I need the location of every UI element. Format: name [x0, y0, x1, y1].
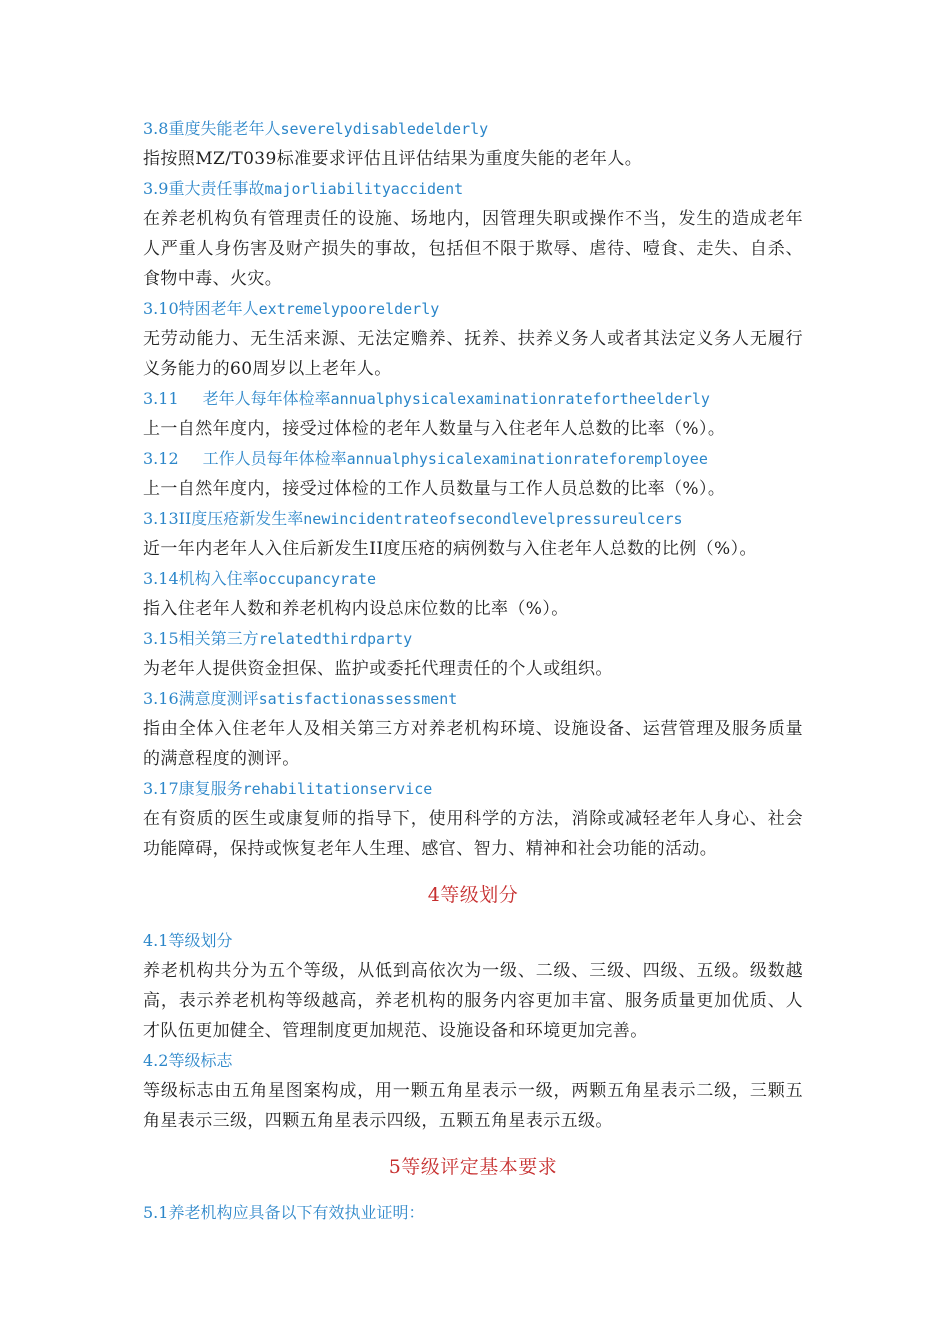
section-title: 4等级划分	[427, 884, 519, 906]
paragraph: 养老机构共分为五个等级，从低到高依次为一级、二级、三级、四级、五级。级数越高，表示养老机构等级越高，养老机构的服务内容更加丰富、服务质量更加优质、人才队伍更加健全、管理制度更加规范、设施设备和环境更加完善。	[143, 961, 803, 1041]
term-definition: 在有资质的医生或康复师的指导下，使用科学的方法，消除或减轻老年人身心、社会功能障碍，保持或恢复老年人生理、感官、智力、精神和社会功能的活动。	[143, 809, 803, 859]
term-heading: 3.9重大责任事故majorliabilityaccident	[143, 179, 464, 198]
term-heading: 3.10特困老年人extremelypoorelderly	[143, 299, 440, 318]
document-page	[143, 114, 803, 1228]
term-heading: 3.12 工作人员每年体检率annualphysicalexaminationrateforemployee	[143, 449, 708, 468]
term-definition: 指入住老年人数和养老机构内设总床位数的比率（%）。	[143, 599, 569, 619]
term-definition: 在养老机构负有管理责任的设施、场地内，因管理失职或操作不当，发生的造成老年人严重人身伤害及财产损失的事故，包括但不限于欺辱、虐待、噎食、走失、自杀、食物中毒、火灾。	[143, 209, 803, 289]
term-definition: 无劳动能力、无生活来源、无法定赡养、抚养、扶养义务人或者其法定义务人无履行义务能力的60周岁以上老年人。	[143, 329, 803, 379]
term-heading: 3.15相关第三方relatedthirdparty	[143, 629, 413, 648]
subsection-heading: 4.2等级标志	[143, 1051, 233, 1070]
term-definition: 上一自然年度内，接受过体检的工作人员数量与工作人员总数的比率（%）。	[143, 479, 726, 499]
term-heading: 3.8重度失能老年人severelydisabledelderly	[143, 119, 489, 138]
subsection-heading: 4.1等级划分	[143, 931, 233, 950]
term-heading: 3.11 老年人每年体检率annualphysicalexaminationratefortheelderly	[143, 389, 710, 408]
paragraph: 等级标志由五角星图案构成，用一颗五角星表示一级，两颗五角星表示二级，三颗五角星表示三级，四颗五角星表示四级，五颗五角星表示五级。	[143, 1081, 803, 1131]
term-definition: 指按照MZ/T039标准要求评估且评估结果为重度失能的老年人。	[143, 149, 643, 169]
term-heading: 3.14机构入住率occupancyrate	[143, 569, 377, 588]
term-definition: 为老年人提供资金担保、监护或委托代理责任的个人或组织。	[143, 659, 613, 679]
term-heading: 3.17康复服务rehabilitationservice	[143, 779, 433, 798]
term-heading: 3.13II度压疮新发生率newincidentrateofsecondlevelpressureulcers	[143, 509, 683, 528]
term-heading: 3.16满意度测评satisfactionassessment	[143, 689, 458, 708]
term-definition: 上一自然年度内，接受过体检的老年人数量与入住老年人总数的比率（%）。	[143, 419, 726, 439]
term-definition: 近一年内老年人入住后新发生II度压疮的病例数与入住老年人总数的比例（%）。	[143, 539, 757, 559]
term-definition: 指由全体入住老年人及相关第三方对养老机构环境、设施设备、运营管理及服务质量的满意程度的测评。	[143, 719, 803, 769]
subsection-heading: 5.1养老机构应具备以下有效执业证明：	[143, 1203, 425, 1222]
section-title: 5等级评定基本要求	[388, 1156, 558, 1178]
